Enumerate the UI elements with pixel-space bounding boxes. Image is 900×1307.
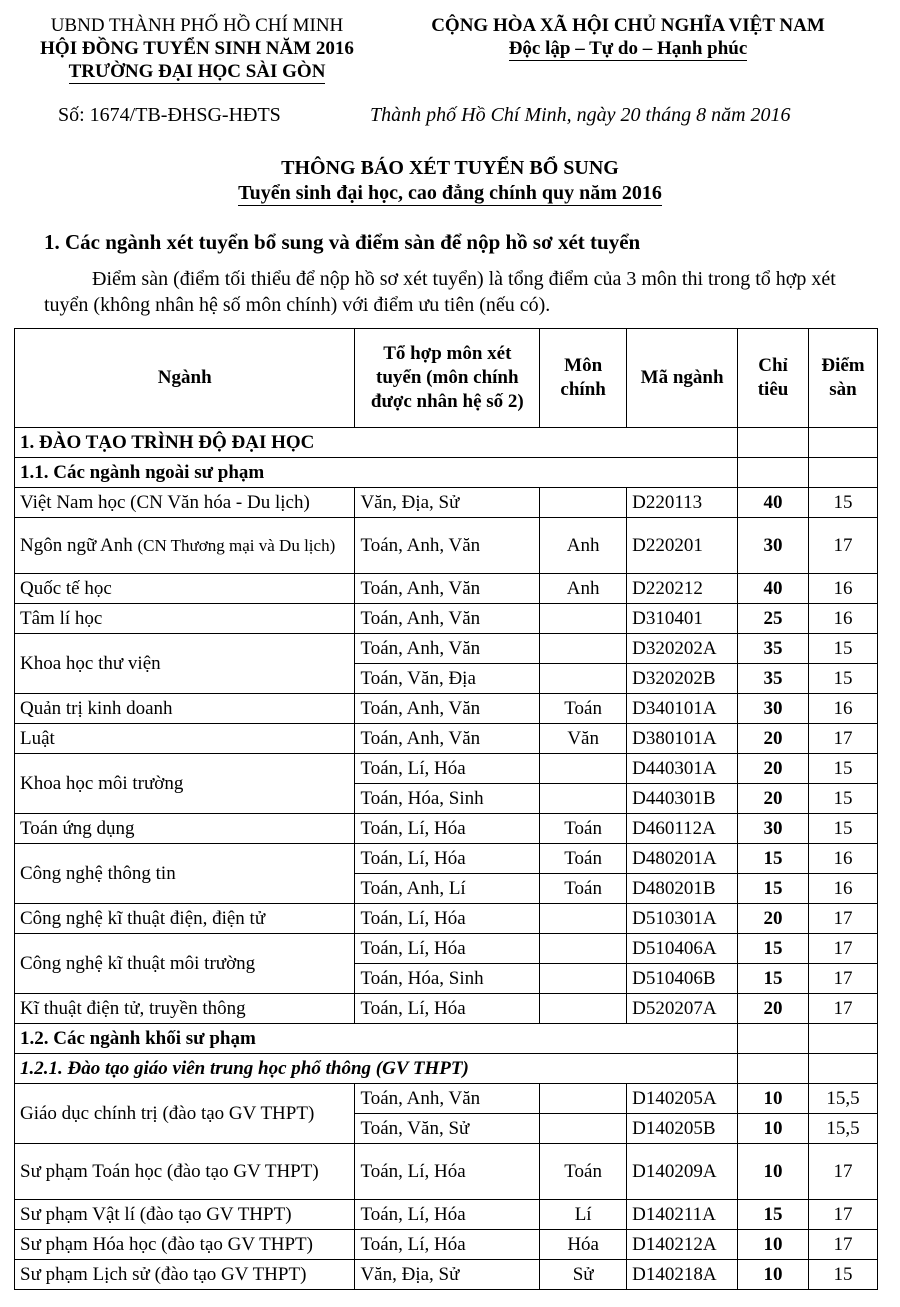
cell-ma-nganh: D510406A	[627, 934, 738, 964]
cell-chi-tieu: 30	[738, 518, 809, 574]
cell-to-hop: Văn, Địa, Sử	[355, 1260, 540, 1290]
table-row	[15, 1084, 878, 1114]
table-row	[15, 634, 878, 664]
cell-mon-chinh: Toán	[540, 844, 627, 874]
table-row	[15, 518, 878, 574]
table-row	[15, 1260, 878, 1290]
cell-ma-nganh: D480201B	[627, 874, 738, 904]
cell-mon-chinh	[540, 994, 627, 1024]
cell-diem-san: 17	[809, 724, 878, 754]
table-row	[15, 844, 878, 874]
cell-nganh: Khoa học môi trường	[15, 754, 355, 814]
admission-table	[14, 328, 878, 1290]
cell-chi-tieu: 10	[738, 1260, 809, 1290]
cell-diem-san: 17	[809, 1230, 878, 1260]
cell-chi-tieu: 15	[738, 964, 809, 994]
cell-diem-san: 15,5	[809, 1084, 878, 1114]
cell-nganh: Việt Nam học (CN Văn hóa - Du lịch)	[15, 488, 355, 518]
cell-to-hop: Toán, Anh, Văn	[355, 518, 540, 574]
cell-chi-tieu: 30	[738, 814, 809, 844]
cell-diem-san: 15	[809, 754, 878, 784]
cell-to-hop: Toán, Anh, Văn	[355, 724, 540, 754]
cell-ma-nganh: D140205A	[627, 1084, 738, 1114]
cell-ma-nganh: D510406B	[627, 964, 738, 994]
cell-diem-san: 16	[809, 874, 878, 904]
cell-chi-tieu: 15	[738, 874, 809, 904]
header-ma-nganh: Mã ngành	[627, 329, 738, 428]
cell-to-hop: Toán, Lí, Hóa	[355, 1230, 540, 1260]
cell-ma-nganh: D310401	[627, 604, 738, 634]
cell-nganh: Kĩ thuật điện tử, truyền thông	[15, 994, 355, 1024]
table-header-row	[15, 329, 878, 428]
issuer-line-3: TRƯỜNG ĐẠI HỌC SÀI GÒN	[68, 61, 326, 82]
cell-to-hop: Toán, Lí, Hóa	[355, 934, 540, 964]
cell-chi-tieu: 15	[738, 1200, 809, 1230]
cell-chi-tieu: 15	[738, 934, 809, 964]
table-row	[15, 574, 878, 604]
cell-ma-nganh: D220212	[627, 574, 738, 604]
national-heading-line-1: CỘNG HÒA XÃ HỘI CHỦ NGHĨA VIỆT NAM	[431, 15, 825, 36]
cell-diem-san: 16	[809, 604, 878, 634]
cell-chi-tieu: 25	[738, 604, 809, 634]
cell-chi-tieu: 30	[738, 694, 809, 724]
cell-mon-chinh: Hóa	[540, 1230, 627, 1260]
cell-diem-san: 15,5	[809, 1114, 878, 1144]
cell-chi-tieu: 20	[738, 724, 809, 754]
cell-chi-tieu: 20	[738, 904, 809, 934]
cell-ma-nganh: D480201A	[627, 844, 738, 874]
section-title: 1. ĐÀO TẠO TRÌNH ĐỘ ĐẠI HỌC	[15, 428, 738, 458]
cell-ma-nganh: D220201	[627, 518, 738, 574]
cell-chi-tieu: 10	[738, 1230, 809, 1260]
cell-ma-nganh: D140209A	[627, 1144, 738, 1200]
national-heading	[388, 14, 868, 60]
section-1-paragraph: Điểm sàn (điểm tối thiểu để nộp hồ sơ xét tuyển) là tổng điểm của 3 môn thi trong tổ hợp xét tuyển (không nhân hệ số môn chính) với điểm ưu tiên (nếu có).	[44, 268, 836, 316]
cell-diem-san: 16	[809, 844, 878, 874]
cell-to-hop: Toán, Anh, Văn	[355, 694, 540, 724]
cell-mon-chinh	[540, 488, 627, 518]
cell-chi-tieu: 10	[738, 1144, 809, 1200]
cell-to-hop: Toán, Anh, Văn	[355, 574, 540, 604]
cell-mon-chinh	[540, 664, 627, 694]
document-date: Thành phố Hồ Chí Minh, ngày 20 tháng 8 năm 2016	[370, 104, 791, 126]
cell-nganh: Sư phạm Vật lí (đào tạo GV THPT)	[15, 1200, 355, 1230]
cell-mon-chinh: Lí	[540, 1200, 627, 1230]
cell-chi-tieu: 20	[738, 994, 809, 1024]
document-subtitle: Tuyển sinh đại học, cao đẳng chính quy năm 2016	[238, 182, 662, 204]
cell-ma-nganh: D320202B	[627, 664, 738, 694]
cell-ma-nganh: D140205B	[627, 1114, 738, 1144]
section-1-heading: 1. Các ngành xét tuyển bổ sung và điểm sàn để nộp hồ sơ xét tuyển	[44, 230, 641, 254]
cell-chi-tieu: 20	[738, 754, 809, 784]
header-chi-tieu: Chỉ tiêu	[738, 329, 809, 428]
cell-to-hop: Toán, Lí, Hóa	[355, 1144, 540, 1200]
cell-ma-nganh: D140218A	[627, 1260, 738, 1290]
cell-ma-nganh: D140211A	[627, 1200, 738, 1230]
cell-to-hop: Toán, Lí, Hóa	[355, 1200, 540, 1230]
table-row	[15, 724, 878, 754]
cell-nganh: Công nghệ kĩ thuật điện, điện tử	[15, 904, 355, 934]
cell-mon-chinh	[540, 904, 627, 934]
cell-diem-san: 15	[809, 814, 878, 844]
cell-to-hop: Toán, Lí, Hóa	[355, 754, 540, 784]
table-row	[15, 1144, 878, 1200]
cell-diem-san: 15	[809, 488, 878, 518]
cell-to-hop: Toán, Anh, Văn	[355, 1084, 540, 1114]
cell-nganh: Công nghệ kĩ thuật môi trường	[15, 934, 355, 994]
cell-chi-tieu: 40	[738, 488, 809, 518]
cell-nganh-name: Ngôn ngữ Anh	[20, 534, 133, 556]
cell-mon-chinh	[540, 604, 627, 634]
cell-to-hop: Toán, Lí, Hóa	[355, 844, 540, 874]
cell-mon-chinh: Toán	[540, 874, 627, 904]
table-row	[15, 814, 878, 844]
cell-ma-nganh: D340101A	[627, 694, 738, 724]
cell-mon-chinh: Toán	[540, 694, 627, 724]
cell-diem-san: 17	[809, 934, 878, 964]
cell-diem-san: 16	[809, 694, 878, 724]
cell-mon-chinh	[540, 1084, 627, 1114]
cell-diem-san: 17	[809, 994, 878, 1024]
table-row	[15, 754, 878, 784]
cell-mon-chinh	[540, 934, 627, 964]
cell-nganh: Quốc tế học	[15, 574, 355, 604]
cell-diem-san: 17	[809, 964, 878, 994]
table-row	[15, 604, 878, 634]
cell-nganh	[15, 518, 355, 574]
cell-nganh: Sư phạm Toán học (đào tạo GV THPT)	[15, 1144, 355, 1200]
table-row	[15, 904, 878, 934]
national-motto: Độc lập – Tự do – Hạnh phúc	[508, 38, 748, 59]
header-to-hop: Tổ hợp môn xét tuyển (môn chính được nhân hệ số 2)	[355, 329, 540, 428]
cell-diem-san: 17	[809, 518, 878, 574]
cell-nganh: Luật	[15, 724, 355, 754]
cell-ma-nganh: D440301A	[627, 754, 738, 784]
cell-mon-chinh: Sử	[540, 1260, 627, 1290]
cell-mon-chinh: Toán	[540, 1144, 627, 1200]
cell-to-hop: Toán, Văn, Địa	[355, 664, 540, 694]
cell-ma-nganh: D380101A	[627, 724, 738, 754]
cell-diem-san: 15	[809, 1260, 878, 1290]
cell-to-hop: Toán, Hóa, Sinh	[355, 964, 540, 994]
document-number: Số: 1674/TB-ĐHSG-HĐTS	[58, 104, 281, 126]
table-row	[15, 934, 878, 964]
section-row	[15, 458, 878, 488]
cell-diem-san: 17	[809, 1200, 878, 1230]
cell-mon-chinh: Anh	[540, 518, 627, 574]
cell-diem-san: 15	[809, 634, 878, 664]
cell-to-hop: Toán, Hóa, Sinh	[355, 784, 540, 814]
cell-chi-tieu: 20	[738, 784, 809, 814]
cell-chi-tieu: 40	[738, 574, 809, 604]
issuer-line-1: UBND THÀNH PHỐ HỒ CHÍ MINH	[50, 15, 344, 36]
cell-diem-san: 17	[809, 1144, 878, 1200]
cell-ma-nganh: D440301B	[627, 784, 738, 814]
cell-chi-tieu: 10	[738, 1114, 809, 1144]
cell-ma-nganh: D220113	[627, 488, 738, 518]
cell-mon-chinh: Anh	[540, 574, 627, 604]
cell-nganh: Giáo dục chính trị (đào tạo GV THPT)	[15, 1084, 355, 1144]
cell-mon-chinh	[540, 634, 627, 664]
section-row	[15, 428, 878, 458]
cell-ma-nganh: D140212A	[627, 1230, 738, 1260]
issuer-block	[6, 14, 388, 83]
cell-mon-chinh	[540, 784, 627, 814]
document-title: THÔNG BÁO XÉT TUYỂN BỔ SUNG	[281, 157, 619, 179]
issuer-line-2: HỘI ĐỒNG TUYỂN SINH NĂM 2016	[40, 38, 354, 59]
cell-to-hop: Toán, Anh, Lí	[355, 874, 540, 904]
cell-to-hop: Toán, Văn, Sử	[355, 1114, 540, 1144]
section-row	[15, 1024, 878, 1054]
cell-nganh: Toán ứng dụng	[15, 814, 355, 844]
cell-to-hop: Văn, Địa, Sử	[355, 488, 540, 518]
section-title: 1.2. Các ngành khối sư phạm	[15, 1024, 738, 1054]
cell-nganh: Quản trị kinh doanh	[15, 694, 355, 724]
cell-nganh: Sư phạm Hóa học (đào tạo GV THPT)	[15, 1230, 355, 1260]
cell-nganh: Sư phạm Lịch sử (đào tạo GV THPT)	[15, 1260, 355, 1290]
cell-diem-san: 15	[809, 784, 878, 814]
section-title: 1.1. Các ngành ngoài sư phạm	[15, 458, 738, 488]
header-nganh: Ngành	[15, 329, 355, 428]
cell-chi-tieu: 15	[738, 844, 809, 874]
cell-to-hop: Toán, Lí, Hóa	[355, 904, 540, 934]
cell-ma-nganh: D510301A	[627, 904, 738, 934]
cell-ma-nganh: D320202A	[627, 634, 738, 664]
table-row	[15, 994, 878, 1024]
section-row	[15, 1054, 878, 1084]
section-title: 1.2.1. Đào tạo giáo viên trung học phổ thông (GV THPT)	[15, 1054, 738, 1084]
cell-mon-chinh	[540, 754, 627, 784]
cell-mon-chinh	[540, 964, 627, 994]
table-row	[15, 1200, 878, 1230]
cell-to-hop: Toán, Anh, Văn	[355, 604, 540, 634]
cell-chi-tieu: 10	[738, 1084, 809, 1114]
cell-chi-tieu: 35	[738, 664, 809, 694]
cell-to-hop: Toán, Lí, Hóa	[355, 814, 540, 844]
cell-nganh: Khoa học thư viện	[15, 634, 355, 694]
table-row	[15, 694, 878, 724]
cell-ma-nganh: D520207A	[627, 994, 738, 1024]
cell-to-hop: Toán, Lí, Hóa	[355, 994, 540, 1024]
header-diem-san: Điểm sàn	[809, 329, 878, 428]
cell-nganh: Tâm lí học	[15, 604, 355, 634]
header-mon-chinh: Môn chính	[540, 329, 627, 428]
cell-nganh-sub: (CN Thương mại và Du lịch)	[137, 535, 336, 555]
cell-ma-nganh: D460112A	[627, 814, 738, 844]
cell-diem-san: 17	[809, 904, 878, 934]
table-row	[15, 488, 878, 518]
cell-mon-chinh: Văn	[540, 724, 627, 754]
cell-to-hop: Toán, Anh, Văn	[355, 634, 540, 664]
cell-diem-san: 15	[809, 664, 878, 694]
cell-mon-chinh	[540, 1114, 627, 1144]
cell-diem-san: 16	[809, 574, 878, 604]
cell-nganh: Công nghệ thông tin	[15, 844, 355, 904]
cell-chi-tieu: 35	[738, 634, 809, 664]
table-row	[15, 1230, 878, 1260]
cell-mon-chinh: Toán	[540, 814, 627, 844]
